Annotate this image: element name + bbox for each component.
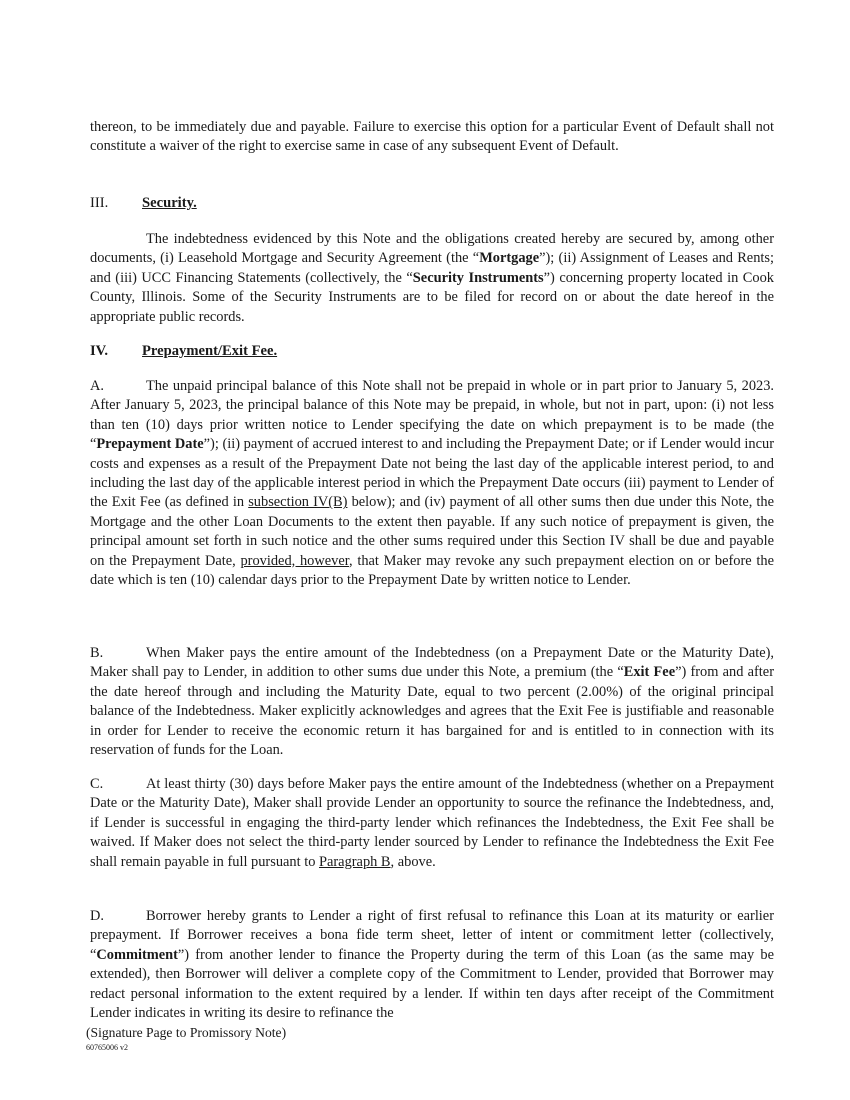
proviso-phrase: provided, however	[240, 552, 349, 569]
text-run: ”) from and after the date hereof through and including the Maturity Date, equal to two percent (2.00%) of the original principal balance of the Indebtedness. Maker explicitly acknowledges and agrees that the Exit Fee is justifiable and reasonable in order for Lender to receive the economic return it has bargained for and is entitled to in connection with its reservation of funds for the Loan.	[90, 664, 774, 759]
section-title: Prepayment/Exit Fee.	[142, 343, 278, 359]
text-run: The unpaid principal balance of this Note shall not be prepaid in whole or in part prior to January 5, 2023. After January 5, 2023, the principal balance of this Note may be prepaid, in whole, but not in part, upon: (i) not less than ten (10) days prior written notice to Lender specifying the date on which prepayment is to be made (the “	[90, 378, 774, 453]
security-paragraph	[90, 230, 774, 327]
text-run: , that Maker may revoke any such prepayment election on or before the date which is ten (10) calendar days prior to the Prepayment Date by written notice to Lender.	[90, 552, 774, 589]
paragraph-label: B.	[90, 645, 104, 661]
signature-page-caption: (Signature Page to Promissory Note)	[86, 1025, 287, 1040]
paragraph-label: C.	[90, 776, 104, 792]
defined-term-prepayment-date: Prepayment Date	[96, 436, 204, 453]
text-run: At least thirty (30) days before Maker pays the entire amount of the Indebtedness (whether on a Prepayment Date or the Maturity Date), Maker shall provide Lender an opportunity to source the refinance the Indebtedness, and, if Lender is successful in engaging the third-party lender which refinances the Indebtedness, the Exit Fee shall be waived. If Maker does not select the third-party lender sourced by Lender to refinance the Indebtedness the Exit Fee shall remain payable in full pursuant to	[90, 776, 774, 870]
cross-reference-subsection: subsection IV(B)	[248, 494, 348, 511]
paragraph-c	[90, 775, 774, 872]
paragraph-d	[90, 907, 774, 1023]
defined-term-exit-fee: Exit Fee	[623, 664, 676, 681]
paragraph-b	[90, 644, 774, 760]
text-run: ”) from another lender to finance the Property during the term of this Loan (as the same may be extended), then Borrower will deliver a complete copy of the Commitment to Lender, provided that Borrower may redact personal information to the extent required by a lender. If within ten days after receipt of the Commitment Lender indicates in writing its desire to refinance the	[90, 946, 774, 1022]
document-id: 60765006 v2	[86, 1043, 128, 1052]
section-number: IV.	[90, 343, 108, 359]
paragraph-a	[90, 377, 774, 590]
defined-term-commitment: Commitment	[96, 946, 178, 963]
section-heading-security	[90, 194, 197, 213]
text-run: ”); (ii) payment of accrued interest to and including the Prepayment Date; or if Lender would incur costs and expenses as a result of the Prepayment Date not being the last day of the applicable interest period, to and including the last day of the applicable interest period in which the Prepayment Date occurs (iii) payment to Lender of the Exit Fee (as defined in	[90, 436, 774, 511]
paragraph-label: A.	[90, 378, 104, 394]
cross-reference-paragraph: Paragraph B	[319, 853, 391, 870]
text-run: ”) concerning property located in Cook County, Illinois. Some of the Security Instruments are to be filed for record on or about the date hereof in the appropriate public records.	[90, 269, 774, 325]
intro-text: thereon, to be immediately due and payable. Failure to exercise this option for a particular Event of Default shall not constitute a waiver of the right to exercise same in case of any subsequent Event of Default.	[90, 119, 774, 155]
paragraph-label: D.	[90, 908, 104, 924]
text-run: When Maker pays the entire amount of the Indebtedness (on a Prepayment Date or the Maturity Date), Maker shall pay to Lender, in addition to other sums due under this Note, a premium (the “	[90, 645, 774, 681]
section-number: III.	[90, 195, 109, 211]
defined-term-security-instruments: Security Instruments	[412, 269, 544, 286]
text-run: , above.	[390, 853, 436, 870]
text-run: ”); (ii) Assignment of Leases and Rents; and (iii) UCC Financing Statements (collectively, the “	[90, 250, 774, 286]
section-title: Security.	[142, 195, 197, 211]
text-run: Borrower hereby grants to Lender a right of first refusal to refinance this Loan at its maturity or earlier prepayment. If Borrower receives a bona fide term sheet, letter of intent or commitment letter (collectively, “	[90, 908, 774, 963]
section-heading-prepayment	[90, 342, 277, 361]
defined-term-mortgage: Mortgage	[479, 250, 540, 267]
text-run: The indebtedness evidenced by this Note and the obligations created hereby are secured by, among other documents, (i) Leasehold Mortgage and Security Agreement (the “	[90, 231, 774, 267]
text-run: below); and (iv) payment of all other sums then due under this Note, the Mortgage and the other Loan Documents to the extent then payable. If any such notice of prepayment is given, the principal amount set forth in such notice and the other sums required under this Section IV shall be due and payable on the Prepayment Date,	[90, 494, 775, 569]
intro-paragraph	[90, 118, 774, 157]
